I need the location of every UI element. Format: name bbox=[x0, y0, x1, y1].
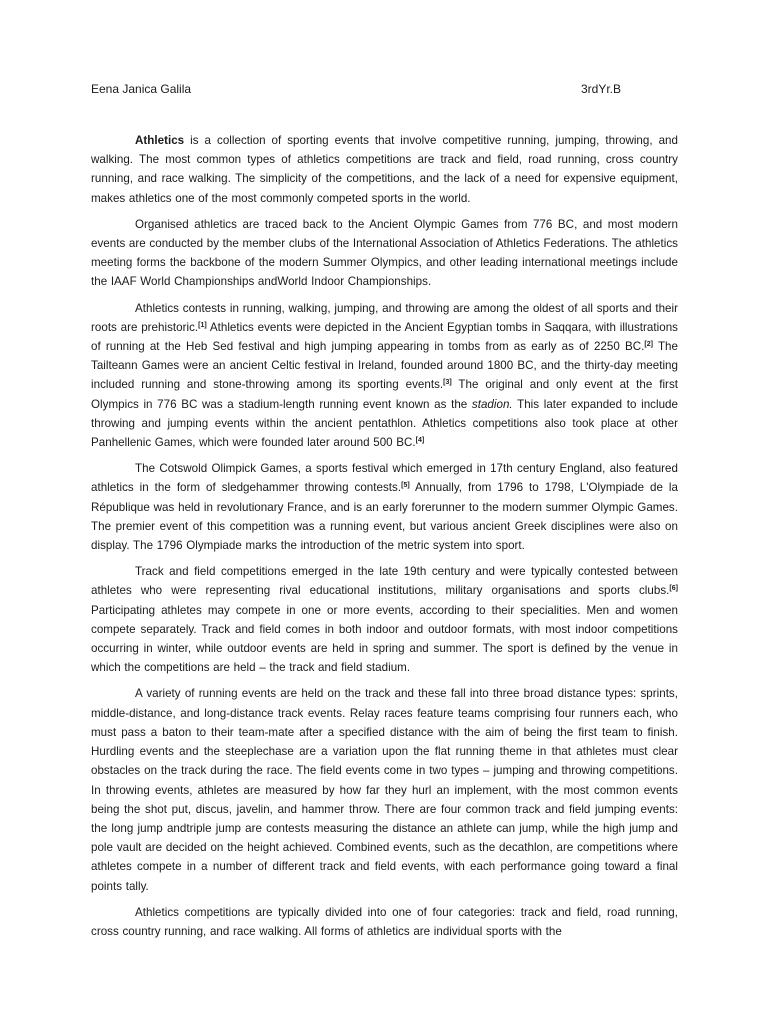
paragraph bbox=[91, 684, 678, 895]
citation-marker: [4] bbox=[415, 437, 425, 445]
bold-term: Athletics bbox=[135, 134, 185, 147]
document-header bbox=[91, 81, 621, 97]
text-run: Participating athletes may compete in one or more events, according to their specialities. Men and women compete separately. Track and field comes in both indoor and outdoor formats, with most indoor competitions occurring in winter, while outdoor events are held in spring and summer. The sport is defined by the venue in which the competitions are held – the track and field stadium. bbox=[91, 603, 678, 675]
citation-marker: [5] bbox=[401, 482, 410, 490]
text-run: The original and only event at the first Olympics in 776 BC was a stadium-length running event known as the bbox=[91, 378, 678, 411]
citation-marker: [2] bbox=[644, 341, 653, 349]
text-run: is a collection of sporting events that involve competitive running, jumping, throwing, and walking. The most common types of athletics competitions are track and field, road running, cross country running, and race walking. The simplicity of the competitions, and the lack of a need for expensive equipment, makes athletics one of the most commonly competed sports in the world. bbox=[91, 134, 678, 205]
author-name: Eena Janica Galila bbox=[91, 82, 192, 96]
paragraph bbox=[91, 562, 678, 677]
year-section: 3rdYr.B bbox=[580, 82, 621, 96]
italic-term: stadion. bbox=[471, 397, 513, 411]
text-run: Annually, from 1796 to 1798, L'Olympiade de la République was held in revolutionary France, and is an early forerunner to the modern summer Olympic Games. The premier event of this competition was a running event, but various ancient Greek disciplines were also on display. The 1796 Olympiade marks the introduction of the metric system into sport. bbox=[91, 481, 678, 553]
text-run: The Cotswold Olimpick Games, a sports festival which emerged in 17th century England, also featured athletics in the form of sledgehammer throwing contests. bbox=[91, 462, 678, 495]
text-run: Athletics events were depicted in the Ancient Egyptian tombs in Saqqara, with illustrations of running at the Heb Sed festival and high jumping appearing in tombs from as early as of 2250 BC. bbox=[91, 320, 678, 354]
text-run: The Tailteann Games were an ancient Celtic festival in Ireland, founded around 1800 BC, and the thirty-day meeting included running and stone-throwing among its sporting events. bbox=[91, 340, 678, 392]
text-run: Track and field competitions emerged in the late 19th century and were typically contested between athletes who were representing rival educational institutions, military organisations and sports clubs. bbox=[91, 565, 678, 598]
document-body bbox=[91, 131, 678, 948]
paragraph bbox=[91, 131, 678, 208]
paragraph bbox=[91, 459, 678, 555]
paragraph bbox=[91, 299, 678, 453]
text-run: Organised athletics are traced back to the Ancient Olympic Games from 776 BC, and most modern events are conducted by the member clubs of the International Association of Athletics Federations. The athletics meeting forms the backbone of the modern Summer Olympics, and other leading international meetings include the IAAF World Championships andWorld Indoor Championships. bbox=[91, 217, 678, 289]
paragraph bbox=[91, 215, 678, 292]
text-run: Athletics competitions are typically divided into one of four categories: track and field, road running, cross country running, and race walking. All forms of athletics are individual sports with the bbox=[91, 905, 678, 938]
citation-marker: [3] bbox=[443, 379, 452, 387]
text-run: This later expanded to include throwing and jumping events within the ancient pentathlon. Athletics competitions also took place at other Panhellenic Games, which were founded later around 500 BC. bbox=[91, 397, 678, 450]
citation-marker: [6] bbox=[669, 585, 678, 593]
paragraph bbox=[91, 903, 678, 941]
text-run: Athletics contests in running, walking, jumping, and throwing are among the oldest of all sports and their roots are prehistoric. bbox=[91, 301, 678, 334]
text-run: A variety of running events are held on the track and these fall into three broad distance types: sprints, middle-distance, and long-distance track events. Relay races feature teams comprising four runners each, who must pass a baton to their team-mate after a specified distance with the aim of being the first team to finish. Hurdling events and the steeplechase are a variation upon the flat running theme in that athletes must clear obstacles on the track during the race. The field events come in two types – jumping and throwing competitions. In throwing events, athletes are measured by how far they hurl an implement, with the most common events being the shot put, discus, javelin, and hammer throw. There are four common track and field jumping events: the long jump andtriple jump are contests measuring the distance an athlete can jump, while the high jump and pole vault are decided on the height achieved. Combined events, such as the decathlon, are competitions where athletes compete in a number of different track and field events, with each performance going toward a final points tally. bbox=[91, 687, 678, 893]
citation-marker: [1] bbox=[198, 321, 207, 329]
